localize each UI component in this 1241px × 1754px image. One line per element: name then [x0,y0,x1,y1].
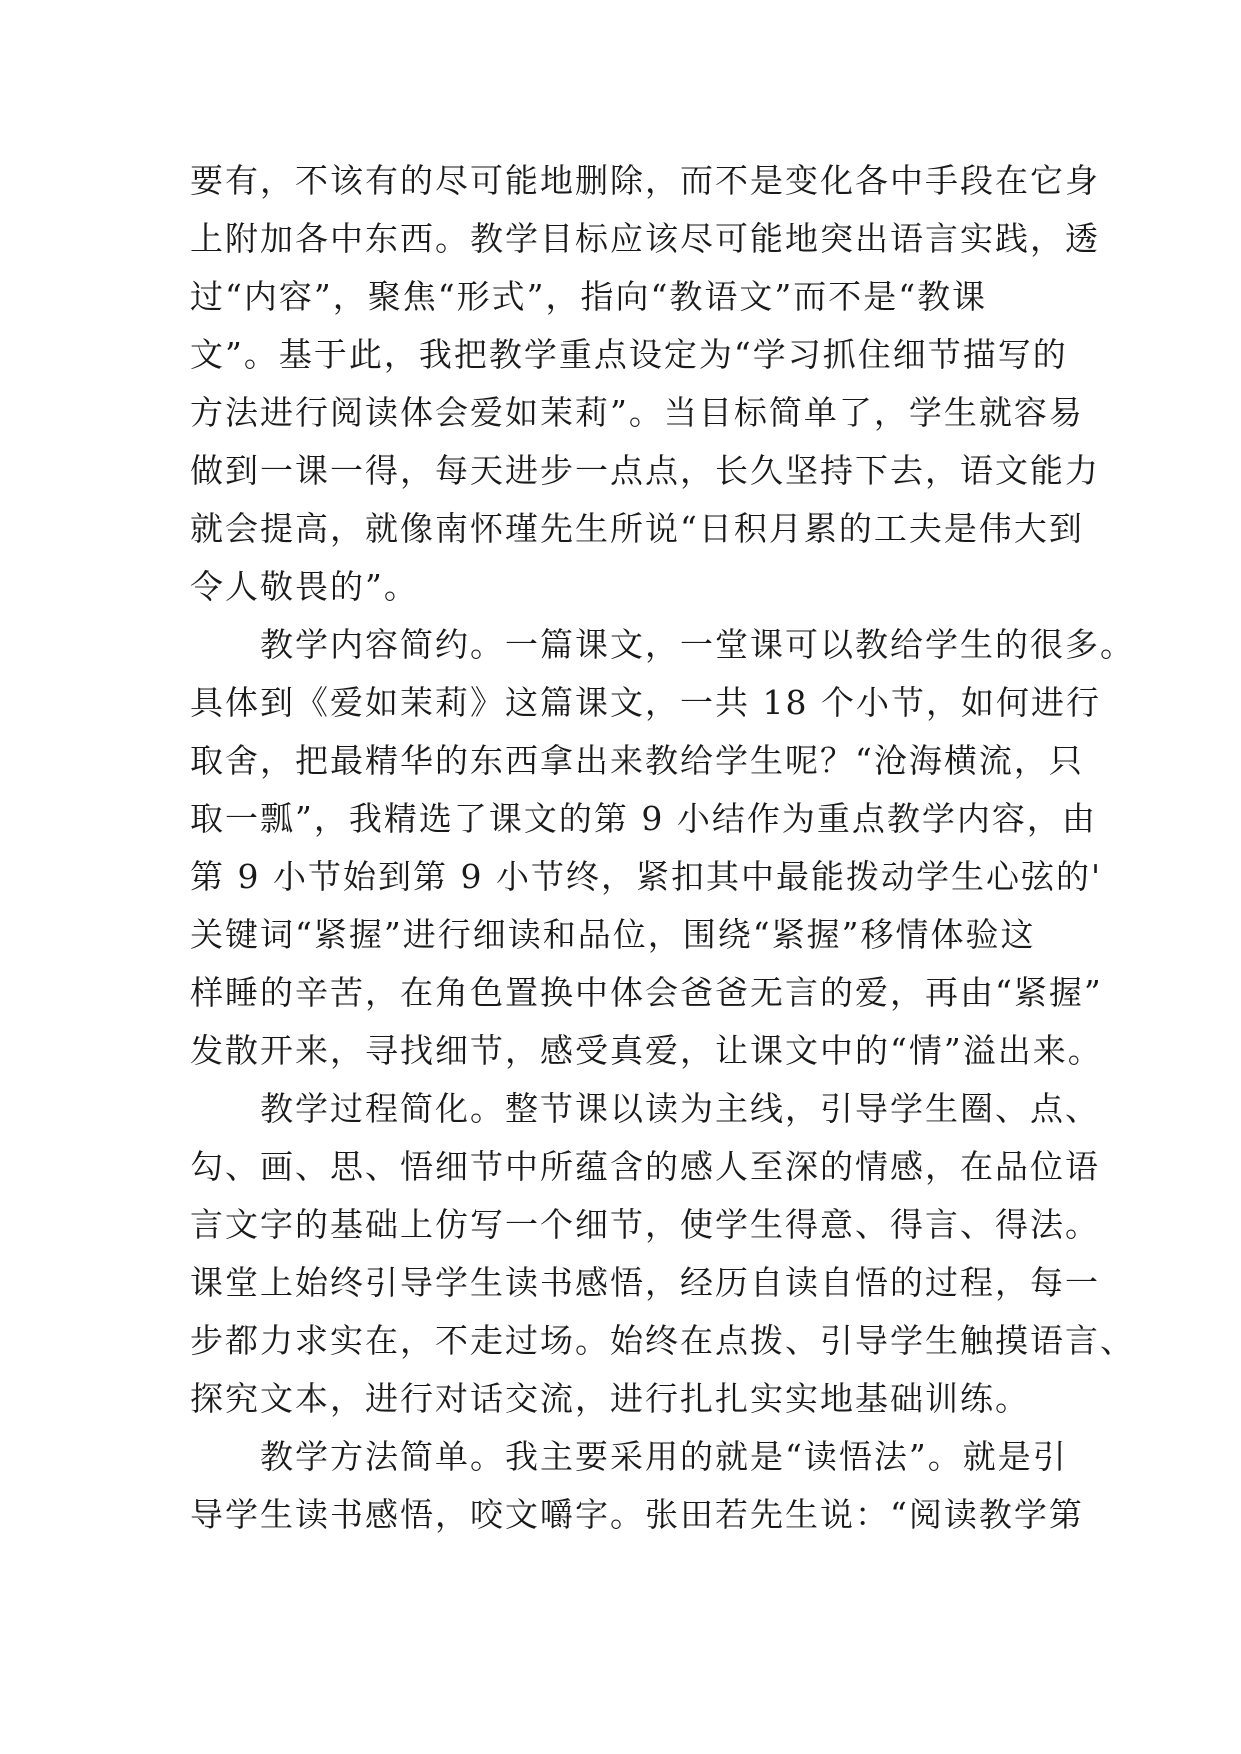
text-line: 文”。基于此，我把教学重点设定为“学习抓住细节描写的 [190,335,1068,374]
text-line: 做到一课一得，每天进步一点点，长久坚持下去，语文能力 [190,451,1100,490]
text-line: 上附加各中东西。教学目标应该尽可能地突出语言实践，透 [190,219,1100,258]
text-line: 教学过程简化。整节课以读为主线，引导学生圈、点、 [190,1089,1100,1128]
text-line: 导学生读书感悟，咬文嚼字。张田若先生说：“阅读教学第 [190,1495,1084,1534]
text-line: 关键词“紧握”进行细读和品位，围绕“紧握”移情体验这 [190,915,1036,954]
text-line: 教学内容简约。一篇课文，一堂课可以教给学生的很多。 [190,625,1135,664]
text-line: 勾、画、思、悟细节中所蕴含的感人至深的情感，在品位语 [190,1147,1100,1186]
text-line: 就会提高，就像南怀瑾先生所说“日积月累的工夫是伟大到 [190,509,1084,548]
text-line: 样睡的辛苦，在角色置换中体会爸爸无言的爱，再由“紧握” [190,973,1103,1012]
text-line: 要有，不该有的尽可能地删除，而不是变化各中手段在它身 [190,161,1100,200]
text-line: 教学方法简单。我主要采用的就是“读悟法”。就是引 [190,1437,1068,1476]
text-line: 发散开来，寻找细节，感受真爱，让课文中的“情”溢出来。 [190,1031,1103,1070]
text-line: 第 9 小节始到第 9 小节终，紧扣其中最能拨动学生心弦的' [190,857,1103,896]
text-line: 令人敬畏的”。 [190,567,419,606]
text-line: 方法进行阅读体会爱如茉莉”。当目标简单了，学生就容易 [190,393,1084,432]
text-line: 探究文本，进行对话交流，进行扎扎实实地基础训练。 [190,1379,1030,1418]
body-text [190,152,1135,1544]
text-line: 取一瓢”，我精选了课文的第 9 小结作为重点教学内容，由 [190,799,1097,838]
text-line: 具体到《爱如茉莉》这篇课文，一共 18 个小节，如何进行 [190,683,1101,722]
text-line: 过“内容”，聚焦“形式”，指向“教语文”而不是“教课 [190,277,988,316]
text-line: 步都力求实在，不走过场。始终在点拨、引导学生触摸语言、 [190,1321,1135,1360]
text-line: 取舍，把最精华的东西拿出来教给学生呢？“沧海横流，只 [190,741,1084,780]
text-line: 言文字的基础上仿写一个细节，使学生得意、得言、得法。 [190,1205,1100,1244]
text-line: 课堂上始终引导学生读书感悟，经历自读自悟的过程，每一 [190,1263,1100,1302]
